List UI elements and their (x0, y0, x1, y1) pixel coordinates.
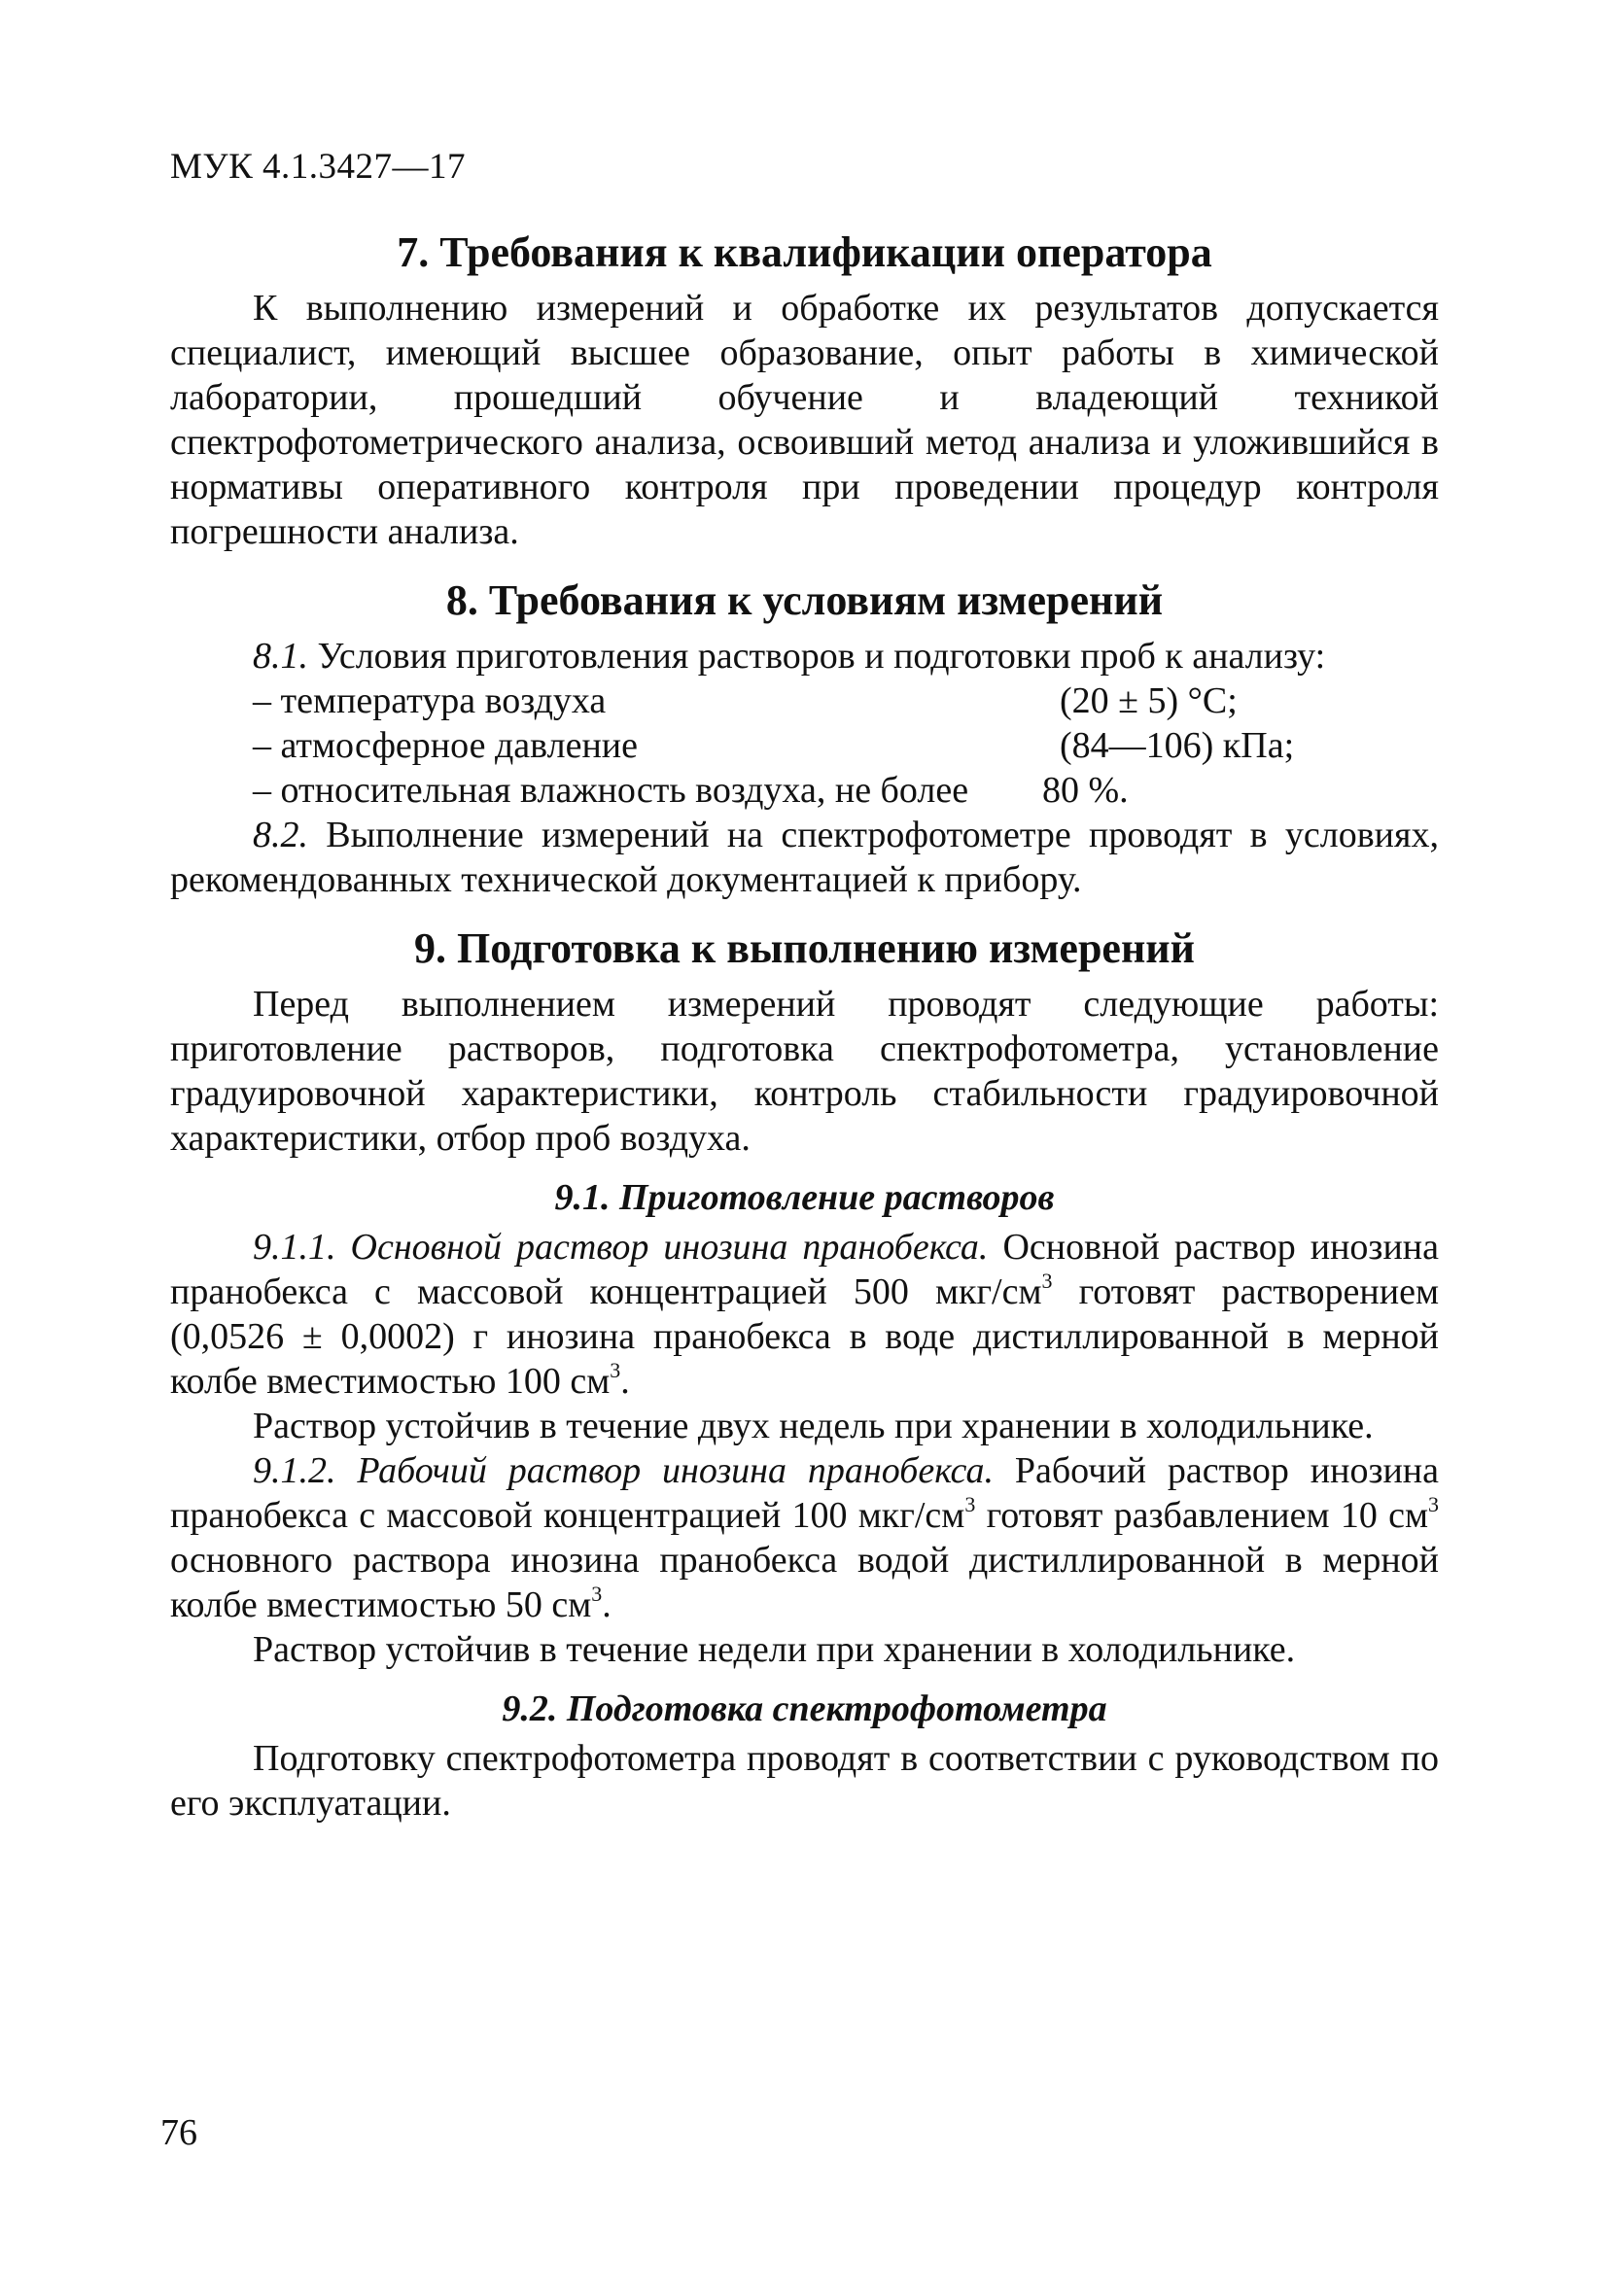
paragraph-8-1-number: 8.1. (253, 636, 308, 677)
document-body (170, 224, 1439, 1826)
section-8-title: 8. Требования к условиям измерений (445, 576, 1164, 624)
paragraph-9-1-1-text: . (620, 1361, 630, 1402)
section-7-title: 7. Требования к квалификации оператора (397, 228, 1212, 276)
condition-row (170, 723, 1439, 768)
superscript: 3 (1041, 1269, 1053, 1293)
paragraph-8-1 (170, 634, 1439, 678)
paragraph-8-1-text: Условия приготовления растворов и подготовки проб к анализу: (317, 636, 1326, 677)
subsection-9-1-title: 9.1. Приготовление растворов (554, 1177, 1055, 1218)
paragraph-9-1-1-stability: Раствор устойчив в течение двух недель при хранении в холодильнике. (253, 1406, 1374, 1446)
condition-name: – температура воздуха (253, 680, 607, 721)
paragraph-9-1-2-text: . (602, 1584, 612, 1625)
condition-value: (20 ± 5) °С; (1060, 680, 1238, 721)
section-9-title: 9. Подготовка к выполнению измерений (414, 924, 1195, 972)
condition-name: – атмосферное давление (253, 725, 638, 766)
paragraph-8-2-number: 8.2. (253, 815, 308, 855)
paragraph-9-2: Подготовку спектрофотометра проводят в соответствии с руководством по его эксплуатации. (170, 1738, 1439, 1824)
paragraph-9-1-2 (170, 1448, 1439, 1627)
superscript: 3 (591, 1582, 603, 1606)
superscript: 3 (610, 1358, 621, 1382)
section-7-text: К выполнению измерений и обработке их результатов допускается специалист, имеющий высшее образование, опыт работы в химической лаборатории, прошедший обучение и владеющий техникой спектрофотометрического анализа, освоивший метод анализа и уложившийся в нормативы оперативного контроля при проведении процедур контроля погрешности анализа. (170, 288, 1439, 552)
paragraph-9-1-1-lead: 9.1.1. Основной раствор инозина пранобекса. (253, 1227, 989, 1268)
subsection-9-2-title: 9.2. Подготовка спектрофотометра (502, 1688, 1107, 1729)
condition-row (170, 678, 1439, 723)
superscript: 3 (1428, 1492, 1439, 1516)
paragraph-9-1-2-text: основного раствора инозина пранобекса водой дистиллированной в мерной колбе вместимостью 50 см (170, 1540, 1439, 1625)
condition-name: – относительная влажность воздуха, не более (253, 770, 969, 811)
paragraph-9-1-2-text: готовят разбавлением 10 см (986, 1495, 1428, 1536)
condition-value: (84—106) кПа; (1060, 725, 1295, 766)
superscript: 3 (964, 1492, 976, 1516)
page-number: 76 (160, 2112, 197, 2153)
condition-row (170, 768, 1439, 813)
document-code: МУК 4.1.3427—17 (170, 147, 467, 187)
paragraph-9-1-2-lead: 9.1.2. Рабочий раствор инозина пранобекса. (253, 1450, 994, 1491)
condition-value: 80 %. (1042, 770, 1129, 811)
paragraph-9-1-1-text: готовят растворением (0,0526 ± 0,0002) г инозина пранобекса в воде дистиллированной в мерной колбе вместимостью 100 см (170, 1271, 1439, 1402)
paragraph-9-1-1 (170, 1225, 1439, 1404)
paragraph-9-1-2-text: Рабочий раствор инозина пранобекса с массовой концентрацией 100 мкг/см (170, 1450, 1439, 1536)
paragraph-8-2 (170, 813, 1439, 902)
paragraph-9-1-2-stability: Раствор устойчив в течение недели при хранении в холодильнике. (253, 1629, 1296, 1670)
paragraph-9-1-1-text: Основной раствор инозина пранобекса с массовой концентрацией 500 мкг/см (170, 1227, 1439, 1312)
paragraph-8-2-text: Выполнение измерений на спектрофотометре проводят в условиях, рекомендованных технической документацией к прибору. (170, 815, 1439, 900)
section-9-intro: Перед выполнением измерений проводят следующие работы: приготовление растворов, подготовка спектрофотометра, установление градуировочной характеристики, контроль стабильности градуировочной характеристики, отбор проб воздуха. (170, 984, 1439, 1159)
